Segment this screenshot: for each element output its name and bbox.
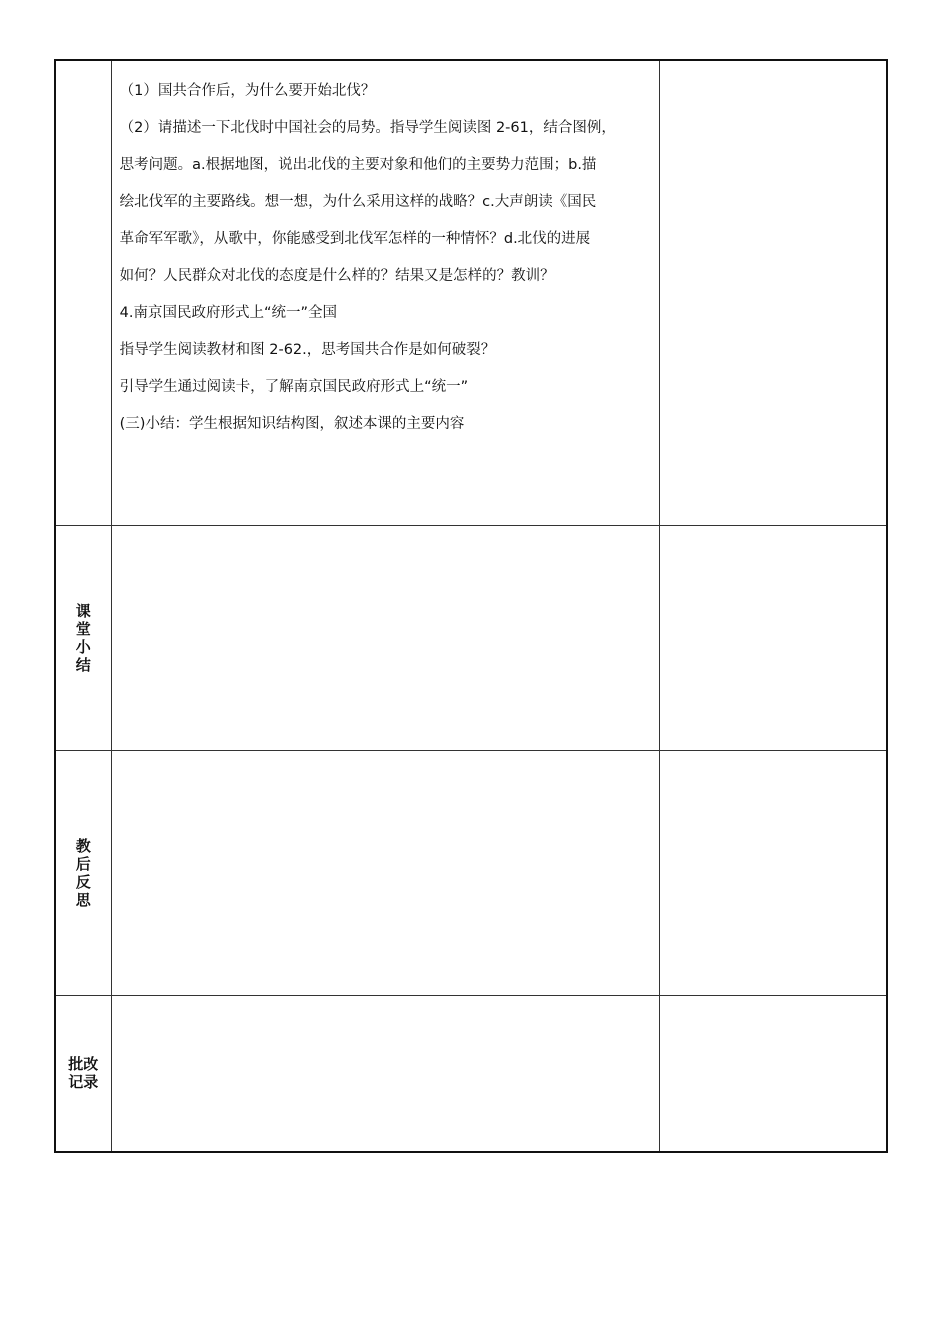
process-line: 绘北伐军的主要路线。想一想，为什么采用这样的战略？c.大声朗读《国民 [119,194,597,210]
summary-label-cell [55,525,111,750]
process-line: 如何？人民群众对北伐的态度是什么样的？结果又是怎样的？教训？ [119,268,555,284]
summary-note-cell [659,525,887,750]
grading-note-cell [659,995,887,1152]
process-line: (三)小结：学生根据知识结构图，叙述本课的主要内容 [119,416,465,432]
reflection-note-cell [659,750,887,995]
summary-label: 课堂小结 [75,601,91,674]
grading-label-cell [55,995,111,1152]
reflection-label: 教后反思 [75,836,91,909]
process-line: 指导学生阅读教材和图 2-62.，思考国共合作是如何破裂？ [119,342,496,358]
process-content [112,61,659,443]
process-note-cell [659,60,887,525]
reflection-row [55,750,887,995]
teaching-process-row [55,60,887,525]
process-label-cell [55,60,111,525]
process-line: 引导学生通过阅读卡，了解南京国民政府形式上“统一” [119,379,469,395]
reflection-label-cell [55,750,111,995]
reflection-content-cell [111,750,659,995]
process-line: （2）请描述一下北伐时中国社会的局势。指导学生阅读图 2-61，结合图例， [119,120,616,136]
process-line: （1）国共合作后，为什么要开始北伐？ [119,83,376,99]
process-content-cell [111,60,659,525]
process-line: 思考问题。a.根据地图，说出北伐的主要对象和他们的主要势力范围；b.描 [119,157,597,173]
summary-content-cell [111,525,659,750]
process-line: 4.南京国民政府形式上“统一”全国 [119,305,337,321]
grading-row [55,995,887,1152]
grading-label: 批改记录 [68,1055,99,1092]
process-line: 革命军军歌》，从歌中，你能感受到北伐军怎样的一种情怀？d.北伐的进展 [119,231,591,247]
summary-row [55,525,887,750]
grading-content-cell [111,995,659,1152]
lesson-plan-table [54,59,888,1153]
